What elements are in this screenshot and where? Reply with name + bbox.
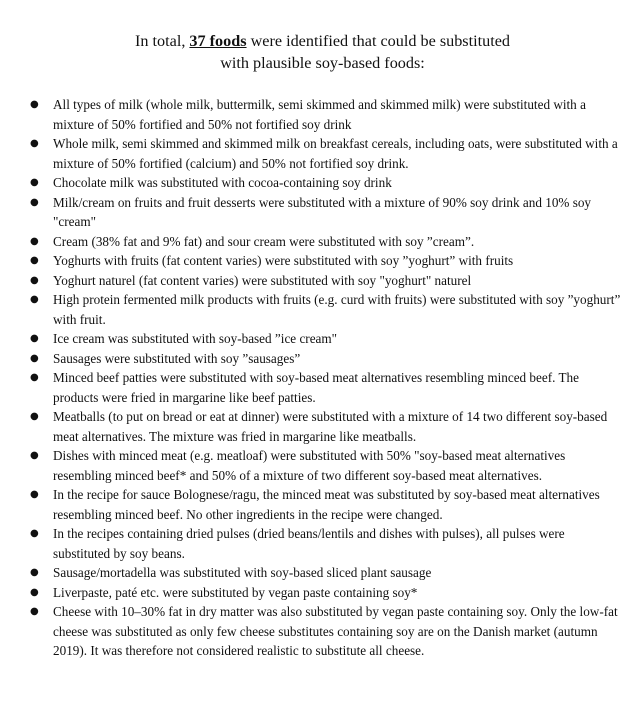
list-item: [22, 134, 621, 173]
list-item: [22, 232, 621, 252]
list-item-text: Meatballs (to put on bread or eat at dinner) were substituted with a mixture of 14 two different soy-based meat alternatives. The mixture was fried in margarine like meatballs.: [53, 409, 608, 444]
list-item: [22, 290, 621, 329]
list-item-text: High protein fermented milk products with fruits (e.g. curd with fruits) were substituted with soy ”yoghurt” with fruit.: [53, 292, 621, 327]
list-item: [22, 368, 621, 407]
list-item: [22, 193, 621, 232]
list-item-text: Yoghurts with fruits (fat content varies) were substituted with soy ”yoghurt” with fruits: [53, 253, 514, 268]
heading-line-1: [24, 30, 621, 52]
list-item-text: Ice cream was substituted with soy-based ”ice cream": [53, 331, 338, 346]
bullet-icon: ●: [30, 586, 39, 598]
bullet-icon: ●: [30, 528, 39, 539]
bullet-icon: ●: [30, 138, 39, 149]
bullet-icon: ●: [30, 255, 39, 266]
list-item: [22, 95, 621, 134]
bullet-icon: ●: [30, 177, 39, 188]
list-item: [22, 329, 621, 349]
food-count: 37 foods: [189, 32, 247, 50]
list-item-text: Cream (38% fat and 9% fat) and sour cream were substituted with soy ”cream”.: [53, 233, 475, 249]
bullet-icon: ●: [30, 333, 39, 344]
list-item-text: In the recipes containing dried pulses (dried beans/lentils and dishes with pulses), all pulses were substituted by soy beans.: [53, 526, 565, 561]
bullet-icon: ●: [30, 352, 39, 364]
list-item-text: In the recipe for sauce Bolognese/ragu, the minced meat was substituted by soy-based meat alternatives resembling minced beef. No other ingredients in the recipe were changed.: [53, 487, 600, 522]
list-item-text: Minced beef patties were substituted with soy-based meat alternatives resembling minced beef. The products were fried in margarine like beef patties.: [53, 370, 579, 405]
list-item: [22, 271, 621, 291]
list-item-text: Dishes with minced meat (e.g. meatloaf) were substituted with 50% "soy-based meat alternatives resembling minced beef* and 50% of a mixture of two different soy-based meat alternatives.: [53, 448, 566, 483]
bullet-icon: ●: [30, 294, 39, 305]
list-item: [22, 583, 621, 603]
list-item-text: All types of milk (whole milk, buttermilk, semi skimmed and skimmed milk) were substituted with a mixture of 50% fortified and 50% not fortified soy drink: [53, 97, 586, 132]
list-item: [22, 524, 621, 563]
bullet-icon: ●: [30, 99, 39, 110]
list-item-text: Whole milk, semi skimmed and skimmed milk on breakfast cereals, including oats, were substituted with a mixture of 50% fortified (calcium) and 50% not fortified soy drink.: [53, 136, 618, 171]
bullet-icon: ●: [30, 489, 39, 500]
substitution-list: [22, 95, 621, 661]
bullet-icon: ●: [30, 450, 39, 461]
list-item: [22, 485, 621, 524]
bullet-icon: ●: [30, 274, 39, 286]
bullet-icon: ●: [30, 606, 39, 617]
list-item: [22, 602, 621, 661]
bullet-icon: ●: [30, 196, 39, 208]
list-item-text: Cheese with 10–30% fat in dry matter was also substituted by vegan paste containing soy. Only the low-fat cheese was substituted as only few cheese substitutes containing soy are on the Danish market (autumn 2019). It was therefore not considered realistic to substitute all cheese.: [53, 604, 618, 658]
heading-prefix: In total,: [135, 32, 190, 50]
bullet-icon: ●: [30, 372, 39, 383]
list-item: [22, 446, 621, 485]
list-item: [22, 349, 621, 369]
list-item: [22, 563, 621, 583]
bullet-icon: ●: [30, 411, 39, 422]
list-item: [22, 407, 621, 446]
list-item-text: Milk/cream on fruits and fruit desserts were substituted with a mixture of 90% soy drink and 10% soy "cream": [53, 194, 592, 229]
list-item-text: Liverpaste, paté etc. were substituted by vegan paste containing soy*: [53, 584, 418, 600]
list-item: [22, 173, 621, 193]
heading-suffix: were identified that could be substituted: [246, 32, 510, 50]
list-item: [22, 251, 621, 271]
bullet-icon: ●: [30, 567, 39, 578]
heading-line-2: with plausible soy-based foods:: [220, 54, 425, 72]
list-item-text: Yoghurt naturel (fat content varies) were substituted with soy "yoghurt" naturel: [53, 272, 472, 288]
list-item-text: Sausage/mortadella was substituted with soy-based sliced plant sausage: [53, 565, 432, 580]
list-item-text: Chocolate milk was substituted with cocoa-containing soy drink: [53, 175, 392, 190]
summary-heading: [22, 30, 621, 74]
list-item-text: Sausages were substituted with soy ”sausages”: [53, 350, 301, 366]
bullet-icon: ●: [30, 235, 39, 247]
